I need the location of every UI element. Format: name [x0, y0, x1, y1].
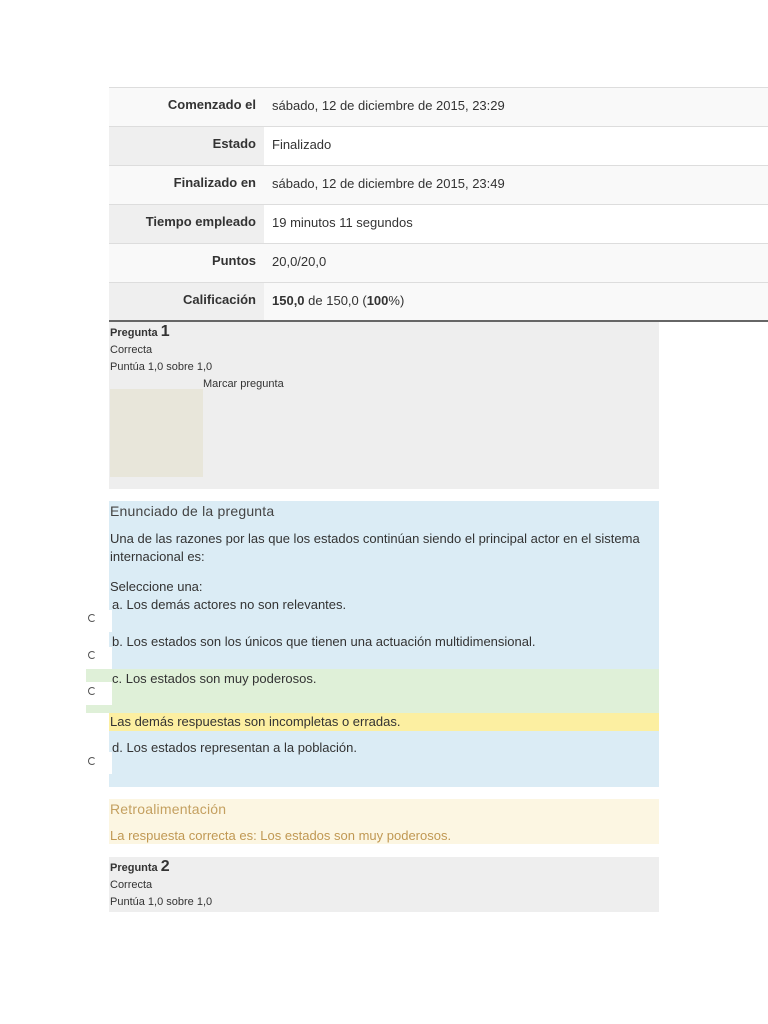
answer-label: d. Los estados representan a la población. — [112, 740, 358, 755]
answer-label: a. Los demás actores no son relevantes. — [112, 597, 347, 612]
summary-value: sábado, 12 de diciembre de 2015, 23:29 — [264, 88, 768, 126]
question-grade: Puntúa 1,0 sobre 1,0 — [110, 361, 213, 373]
grade-percent-end: %) — [388, 293, 405, 308]
radio-cell — [86, 647, 112, 669]
answer-label: b. Los estados son los únicos que tienen una actuación multidimensional. — [112, 634, 536, 649]
question-state: Correcta — [110, 879, 153, 891]
summary-row-state — [109, 126, 768, 165]
question-2-info — [109, 857, 659, 912]
question-number-value: 1 — [160, 323, 170, 340]
question-label: Pregunta — [110, 862, 158, 874]
answer-label: c. Los estados son muy poderosos. — [112, 671, 317, 686]
summary-label: Estado — [109, 127, 264, 165]
summary-value: 20,0/20,0 — [264, 244, 768, 282]
summary-value — [264, 283, 768, 320]
summary-row-time-taken — [109, 204, 768, 243]
radio-button-icon[interactable] — [88, 757, 96, 765]
attempt-summary-table — [109, 87, 768, 322]
question-text: Una de las razones por las que los estados continúan siendo el principal actor en el sistema internacional es: — [110, 531, 640, 564]
question-text-heading: Enunciado de la pregunta — [110, 503, 275, 519]
summary-value: Finalizado — [264, 127, 768, 165]
question-number-value: 2 — [160, 858, 170, 875]
summary-row-started — [109, 87, 768, 126]
question-number — [109, 323, 659, 341]
radio-button-icon[interactable] — [88, 651, 96, 659]
answer-option-a[interactable] — [86, 595, 659, 632]
summary-label: Comenzado el — [109, 88, 264, 126]
answer-prompt: Seleccione una: — [110, 579, 203, 594]
grade-out-of: de 150,0 ( — [304, 293, 367, 308]
radio-button-icon[interactable] — [88, 614, 96, 622]
answer-option-b[interactable] — [86, 632, 659, 669]
summary-row-grade — [109, 282, 768, 322]
question-label: Pregunta — [110, 327, 158, 339]
grade-value: 150,0 — [272, 293, 305, 308]
answer-option-c-correct[interactable] — [86, 669, 659, 713]
flag-icon[interactable] — [110, 389, 203, 477]
summary-label: Puntos — [109, 244, 264, 282]
answer-option-d[interactable] — [86, 738, 659, 787]
grade-percent: 100 — [366, 293, 389, 308]
question-number — [109, 858, 659, 876]
summary-row-completed — [109, 165, 768, 204]
flag-question-link[interactable]: Marcar pregunta — [203, 378, 284, 390]
summary-label: Tiempo empleado — [109, 205, 264, 243]
radio-button-icon[interactable] — [88, 687, 96, 695]
summary-label: Calificación — [109, 283, 264, 320]
question-state: Correcta — [110, 344, 153, 356]
summary-value: sábado, 12 de diciembre de 2015, 23:49 — [264, 166, 768, 204]
question-grade: Puntúa 1,0 sobre 1,0 — [110, 896, 213, 908]
radio-cell — [86, 752, 112, 774]
radio-cell — [86, 610, 112, 632]
summary-value: 19 minutos 11 segundos — [264, 205, 768, 243]
feedback-heading: Retroalimentación — [110, 801, 227, 817]
radio-cell — [86, 682, 112, 705]
summary-label: Finalizado en — [109, 166, 264, 204]
specific-feedback: Las demás respuestas son incompletas o erradas. — [109, 713, 659, 731]
right-answer-text: La respuesta correcta es: Los estados son muy poderosos. — [110, 828, 452, 843]
summary-row-marks — [109, 243, 768, 282]
